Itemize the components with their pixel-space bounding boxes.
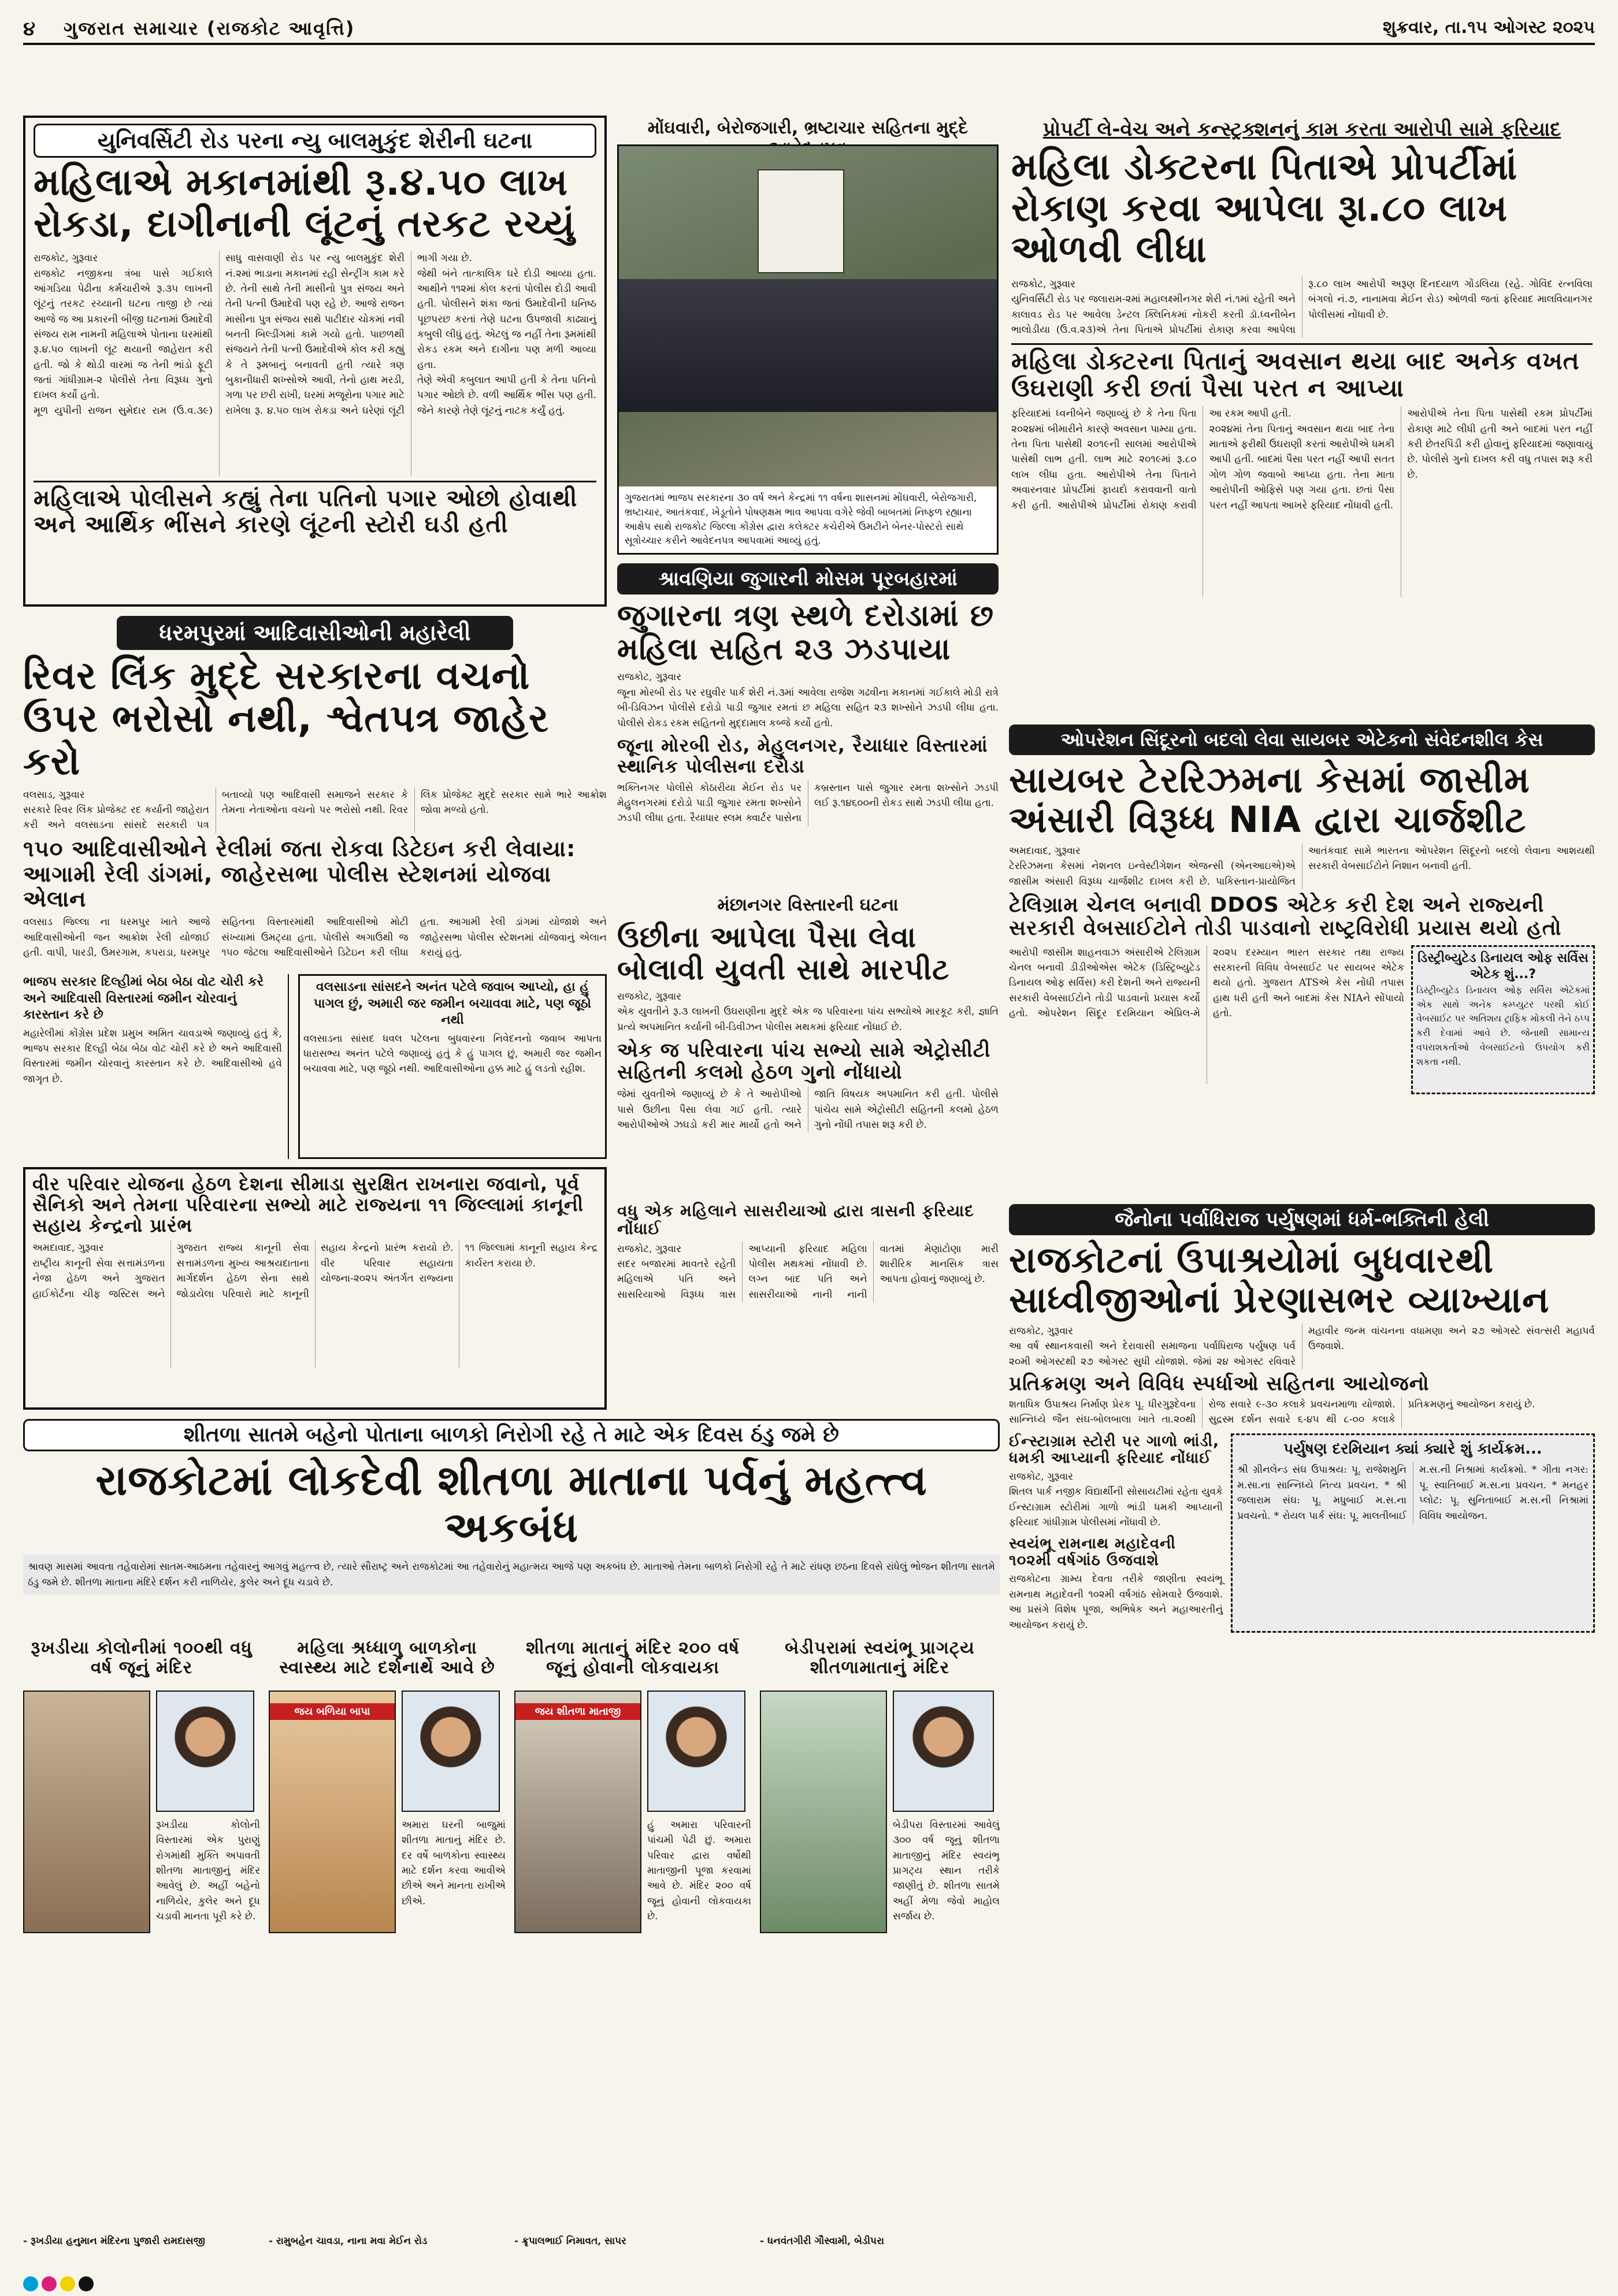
priest-photo	[156, 1691, 254, 1812]
temple-col-3	[514, 1639, 751, 2268]
story-cyber-terror	[1009, 725, 1595, 1198]
photo-protest-block	[617, 116, 999, 555]
masthead	[23, 16, 1595, 45]
story-body: રાજકોટ, ગુરૂવાર જૂના મોરબી રોડ પર રઘુવીર પાર્ક શેરી નં.૩માં આવેલા રાજેશ ગઢવીના મકાનમાં ગઈકાલે મોડી રાત્રે બી-ડિવિઝન પોલીસે દરોડો પાડી જુગાર રમતાં છ મહિલા સહિત ૨૩ શખ્સોને ઝડપી લીધા હતા. પોલીસે રોકડ રકમ સહિતનો મુદ્દામાલ કબ્જે કર્યો હતો.	[617, 671, 999, 729]
story-kicker: પ્રોપર્ટી લે-વેચ અને કન્સ્ટ્રક્શનનું કામ કરતા આરોપી સામે ફરિયાદ	[1042, 118, 1561, 141]
story-lead: વલસાડ, ગુરૂવાર સરકારે રિવર લિંક પ્રોજેક્ટ રદ કર્યાની જાહેરાત કરી અને વલસાડના સાંસદે સરકારી પત્ર બતાવ્યો પણ આદિવાસી સમાજને સરકાર કે તેમના નેતાઓના વચનો પર ભરોસો નથી. રિવર લિંક પ્રોજેક્ટ મુદ્દે સરકાર સામે ભારે આક્રોશ જોવા મળ્યો હતો.	[23, 789, 607, 831]
story-sheetala	[23, 1419, 1000, 2268]
story-body: ફરિયાદમાં ધ્વનીબેને જણાવ્યું છે કે તેના પિતા ૨૦૨૪માં બીમારીને કારણે અવસાન પામ્યા હતા. તેના પિતા પાસેથી ૨૦૧૯ની સાલમાં આરોપીએ પાસેથી લાભ હતી. લાભ માટે ૨૦૧૯માં રૂ.૮૦ લાખ લીધા હતા. આરોપીએ તેના પિતાને અવારનવાર પ્રોપર્ટીમાં ફાયદો કરાવવાની વાતો કરી હતી. આરોપીએ પ્રોપર્ટીમાં રોકાણ કરાવી આ રકમ આપી હતી. ૨૦૨૪માં તેના પિતાનું અવસાન થયા બાદ તેના માતાએ ફરીથી ઉઘરાણી કરતાં આરોપીએ ધમકી આપી હતી. બાદમાં પૈસા પરત નહીં આપી સતત ગોળ ગોળ જવાબો આપ્યા હતા. તેના માતા આરોપીની ઓફિસે પણ ગયા હતા. છતાં પૈસા પરત નહીં આપતા આખરે ફરિયાદ નોંધાવી હતી. આરોપીએ તેના પિતા પાસેથી રકમ પ્રોપર્ટીમાં રોકાણ માટે લીધી હતી અને બાદમાં પરત નહીં કરી છેતરપિંડી કરી હોવાનું ફરિયાદમાં જણાવાયું છે. પોલીસે ગુનો દાખલ કરી વધુ તપાસ શરૂ કરી છે.	[1011, 408, 1593, 511]
story-deck: મહિલાએ પોલીસને કહ્યું તેના પતિનો પગાર ઓછો હોવાથી અને આર્થિક ભીંસને કારણે લૂંટની સ્ટોરી ઘડી હતી	[34, 481, 596, 538]
story-headline: રાજકોટનાં ઉપાશ્રયોમાં બુધવારથી સાધ્વીજીઓનાં પ્રેરણાસભર વ્યાખ્યાન	[1009, 1239, 1550, 1321]
story-headline: રિવર લિંક મુદ્દે સરકારના વચનો ઉપર ભરોસો નથી, શ્વેતપત્ર જાહેર કરો	[23, 653, 550, 783]
story-subhead: પ્રતિક્રમણ અને વિવિધ સ્પર્ધાઓ સહિતના આયોજનો	[1009, 1372, 1430, 1395]
temple-col-1	[23, 1639, 260, 2268]
story-deck: ટેલિગ્રામ ચેનલ બનાવી DDOS એટેક કરી દેશ અને રાજ્યની સરકારી વેબસાઈટોને તોડી પાડવાનો રાષ્ટ્રવિરોધી પ્રયાસ થયો હતો	[1009, 893, 1562, 941]
story-harassment	[617, 1202, 999, 1410]
temple-body: રૂખડીયા કોલોની વિસ્તારમાં એક પુરાણું રોગમાંથી મુક્તિ અપાવતી શીતળા માતાજીનું મંદિર આવેલું છે. અહીં બહેનો નાળિયેર, કુલેર અને દૂધ ચડાવી માનતા પૂરી કરે છે.	[156, 1819, 260, 1923]
story-headline: સાયબર ટેરરિઝમના કેસમાં જાસીમ અંસારી વિરૂધ્ધ NIA દ્વારા ચાર્જશીટ	[1009, 759, 1530, 841]
temple-credit: - ક્રૃપાલભાઈ નિમાવત, સાપર	[514, 2235, 626, 2247]
quote-box-title: વલસાડના સાંસદને અનંત પટેલે જવાબ આપ્યો, હા હું પાગલ છું, અમારી જર જમીન બચાવવા માટે, પણ જૂઠો નથી	[313, 980, 592, 1028]
insta-threat-headline: ઈન્સ્ટાગ્રામ સ્ટોરી પર ગાળો ભાંડી, ધમકી આપ્યાની ફરિયાદ નોંધાઈ	[1009, 1432, 1219, 1467]
story-body: અમદાવાદ, ગુરૂવાર રાષ્ટ્રીય કાનૂની સેવા સત્તામંડળના નેજા હેઠળ અને ગુજરાત હાઈકોર્ટના ચીફ જસ્ટિસ અને ગુજરાત રાજ્ય કાનૂની સેવા સત્તામંડળના મુખ્ય આશ્રયદાતાના માર્ગદર્શન હેઠળ સેના સાથે જોડાયેલા પરિવારો માટે કાનૂની સહાય કેન્દ્રનો પ્રારંભ કરાયો છે. વીર પરિવાર સહાયતા યોજના-૨૦૨૫ અંતર્ગત રાજ્યના ૧૧ જિલ્લામાં કાનૂની સહાય કેન્દ્ર કાર્યરત કરાયા છે.	[32, 1242, 598, 1300]
story-assault	[617, 893, 999, 1193]
protest-banner	[758, 169, 844, 273]
issue-date: શુક્રવાર, તા.૧૫ ઓગસ્ટ ૨૦૨૫	[1383, 17, 1595, 38]
story-subhead: જૂના મોરબી રોડ, મેહુલનગર, રૈયાધાર વિસ્તારમાં સ્થાનિક પોલીસના દરોડા	[617, 734, 988, 777]
story-banner: શીતળા સાતમે બહેનો પોતાના બાળકો નિરોગી રહે તે માટે એક દિવસ ઠંડુ જમે છે	[23, 1419, 1000, 1451]
story-sub-body: જેમાં યુવતીએ જણાવ્યું છે કે તે આરોપીઓ પાસે ઉછીના પૈસા લેવા ગઈ હતી. ત્યારે આરોપીઓએ ઝઘડો કરી માર માર્યો હતો અને જાતિ વિષયક અપમાનિત કરી હતી. પોલીસે પાંચેય સામે એટ્રોસીટી સહિતની કલમો હેઠળ ગુનો નોંધી તપાસ શરૂ કરી છે.	[617, 1088, 999, 1131]
shrine-photo-tag: જય બળિયા બાપા	[270, 1703, 395, 1720]
ddos-box-title: ડિસ્ટ્રીબ્યુટેડ ડિનાયલ ઓફ સર્વિસ એટેક શું...?	[1417, 950, 1589, 982]
story-legal-aid	[23, 1167, 607, 1410]
temple-subhead: રૂખડીયા કોલોનીમાં ૧૦૦થી વધુ વર્ષ જૂનું મંદિર	[31, 1639, 253, 1678]
story-body: વલસાડ જિલ્લા ના ધરમપુર ખાતે આજે આદિવાસીઓની જન આક્રોશ રેલી યોજાઈ હતી. વાપી, પારડી, ઉમરગામ, કપરાડા, ધરમપુર સહિતના વિસ્તારમાંથી આદિવાસીઓ મોટી સંખ્યામાં ઉમટ્યા હતા. પોલીસે અગાઉથી જ ૧૫૦ જેટલા આદિવાસીઓને ડિટેઇન કરી લીધા હતા. આગામી રેલી ડાંગમાં યોજાશે અને જાહેરસભા પોલીસ સ્ટેશનમાં યોજવાનું એલાન કરાયું હતું.	[23, 916, 607, 959]
page-number: ૪	[23, 17, 36, 40]
story-lead: રાજકોટ, ગુરૂવાર આ વર્ષ સ્થાનકવાસી અને દેરાવાસી સમાજના પર્વાધિરાજ પર્યુષણ પર્વ ૨૦મી ઓગસ્ટથી ૨૭ ઓગસ્ટ સુધી યોજાશે. જેમાં ૨૪ ઓગસ્ટ રવિવારે મહાવીર જન્મ વાંચનના વધામણા અને ૨૭ ઓગસ્ટે સંવત્સરી મહાપર્વ ઉજવાશે.	[1009, 1325, 1595, 1368]
story-headline: મહિલાએ મકાનમાંથી રૂ.૪.૫૦ લાખ રોકડા, દાગીનાની લૂંટનું તરકટ રચ્યું	[34, 161, 576, 246]
story-body: રાજકોટ, ગુરૂવાર સદર બજારમાં માવતરે રહેતી મહિલાએ પતિ અને સાસરિયાઓ વિરૂધ્ધ ત્રાસ આપ્યાની ફરિયાદ મહિલા પોલીસ મથકમાં નોંધાવી છે. લગ્ન બાદ પતિ અને સાસરીયાઓ નાની નાની વાતમાં મેણાંટોણા મારી શારીરિક માનસિક ત્રાસ આપતા હોવાનું જણાવ્યું છે.	[617, 1243, 999, 1301]
program-box	[1231, 1433, 1595, 1633]
devotee-photo	[402, 1691, 500, 1812]
idol-photo	[514, 1691, 641, 1933]
temple-photo	[23, 1691, 150, 1933]
story-headline: જુગારના ત્રણ સ્થળે દરોડામાં છ મહિલા સહિત ૨૩ ઝડપાયા	[617, 599, 994, 667]
story-body: આરોપી જાસીમ શાહનવાઝ અંસારીએ ટેલિગ્રામ ચેનલ બનાવી ડીડીઓએસ એટેક (ડિસ્ટ્રિબ્યુટેડ ડિનાયલ ઓફ સર્વિસ) કરી દેશની અને રાજ્યની સરકારી વેબસાઈટોને તોડી પાડવાનો પ્રયાસ કર્યો હતો. ઓપરેશન સિંદૂર દરમિયાન એપ્રિલ-મે ૨૦૨૫ દરમ્યાન ભારત સરકાર તથા રાજ્ય સરકારની વિવિધ વેબસાઈટ પર સાયબર એટેક થયો હતો. ગુજરાત ATSએ કેસ નોંધી તપાસ હાથ ધરી હતી અને બાદમાં કેસ NIAને સોંપાયો હતો.	[1009, 946, 1404, 1019]
story-paryushan	[1009, 1204, 1595, 2290]
paper-name: ગુજરાત સમાચાર (રાજકોટ આવૃત્તિ)	[64, 17, 355, 39]
idol-photo-tag: જય શીતળા માતાજી	[515, 1703, 640, 1720]
side-box	[23, 974, 289, 1159]
quote-box	[298, 974, 607, 1159]
reg-swatch-black	[79, 2276, 94, 2291]
story-gambling	[617, 563, 999, 887]
photo-kicker: મોંઘવારી, બેરોજગારી, ભ્રષ્ટાચાર સહિતના મુદ્દે	[647, 118, 968, 138]
story-subhead-2: આગામી રેલી ડાંગમાં, જાહેરસભા પોલીસ સ્ટેશનમાં યોજવા એલાન	[23, 861, 552, 912]
story-river-link	[23, 616, 607, 1159]
temple-credit: - રામુબહેન ચાવડા, નાના મવા મેઈન રોડ	[269, 2235, 428, 2247]
story-body: શતાધિક ઉપાશ્રય નિર્માણ પ્રેરક પૂ. ધીરગુરૂદેવના સાન્નિધ્યે જૈન સંઘ-બોલબાલા ખાતે તા.૨૦થી રોજ સવારે ૯-૩૦ કલાકે પ્રવચનમાળા યોજાશે. સુદ્રસ્મ દર્શન સવારે ૬-૪૫ થી ૮-૦૦ કલાકે પ્રતિક્રમણનું આયોજન કરાયું છે.	[1009, 1398, 1535, 1426]
temple-body: હું અમારા પરિવારની પાંચમી પેઢી છું. અમારા પરિવાર દ્વારા વર્ષોથી માતાજીની પૂજા કરવામાં આવે છે. મંદિર ૨૦૦ વર્ષ જૂનું હોવાની લોકવાયકા છે.	[647, 1819, 751, 1923]
story-headline: ઉછીના આપેલા પૈસા લેવા બોલાવી યુવતી સાથે મારપીટ	[617, 920, 950, 986]
ramnath-headline: સ્વયંભૂ રામનાથ મહાદેવની ૧૦૨મી વર્ષગાંઠ ઉજવાશે	[1009, 1535, 1176, 1570]
protest-caption: ગુજરાતમાં ભાજપ સરકારના ૩૦ વર્ષ અને કેન્દ્રમાં ૧૧ વર્ષના શાસનમાં મોંઘવારી, બેરોજગારી, ભ્રષ્ટાચાર, આતંકવાદ, ખેડૂતોને પોષણક્ષમ ભાવ આપવા વગેરે જેવી બાબતમાં નિષ્ફળ રહ્યાના આક્ષેપ સાથે રાજકોટ જિલ્લા કોંગ્રેસ દ્વારા કલેક્ટર કચેરીએ ઉમટીને બેનર-પોસ્ટરો સાથે સૂત્રોચ્ચાર કરીને આવેદનપત્ર આપવામાં આવ્યું હતું.	[619, 486, 997, 553]
story-kicker: શ્રાવણિયા જુગારની મોસમ પૂરબહારમાં	[617, 563, 999, 595]
protest-crowd	[619, 279, 999, 412]
story-kicker: જૈનોના પર્વાધિરાજ પર્યુષણમાં ધર્મ-ભક્તિની હેલી	[1009, 1204, 1595, 1235]
temple-subhead: બેડીપરામાં સ્વયંભૂ પ્રાગટ્ય શીતળામાતાનું મંદિર	[785, 1639, 975, 1678]
temple-subhead: શીતળા માતાનું મંદિર ૨૦૦ વર્ષ જૂનું હોવાની લોકવાયકા	[526, 1639, 740, 1678]
deity-photo	[760, 1691, 887, 1933]
temple-body: અમારા ઘરની બાજુમાં શીતળા માતાનું મંદિર છે. દર વર્ષે બાળકોના સ્વાસ્થ્ય માટે દર્શન કરવા આવીએ છીએ અને માનતા રાખીએ છીએ.	[402, 1819, 506, 1907]
story-kicker: ઓપરેશન સિંદૂરનો બદલો લેવા સાયબર એટેકનો સંવેદનશીલ કેસ	[1009, 725, 1595, 755]
story-kicker: વધુ એક મહિલાને સાસરીયાઓ દ્વારા ત્રાસની ફરિયાદ નોંધાઈ	[617, 1202, 974, 1239]
temple-subhead: મહિલા શ્રધ્ધાળુ બાળકોના સ્વાસ્થ્ય માટે દર્શનાર્થે આવે છે	[279, 1639, 495, 1678]
reg-swatch-cyan	[23, 2276, 38, 2291]
story-doctor-fraud	[1009, 116, 1595, 716]
story-headline: વીર પરિવાર યોજના હેઠળ દેશના સીમાડા સુરક્ષિત રાખનારા જવાનો, પૂર્વ સૈનિકો અને તેમના પરિવારના સભ્યો માટે રાજ્યના ૧૧ જિલ્લામાં કાનૂની સહાય કેન્દ્રનો પ્રારંભ	[32, 1173, 584, 1236]
story-subhead: એક જ પરિવારના પાંચ સભ્યો સામે એટ્રોસીટી સહિતની કલમો હેઠળ ગુનો નોંધાયો	[617, 1039, 991, 1084]
story-intro: શ્રાવણ માસમાં આવતા તહેવારોમાં સાતમ-આઠમના તહેવારનું આગવું મહત્ત્વ છે, ત્યારે સૌરાષ્ટ્ર અને રાજકોટમાં આ તહેવારોનું મહાત્મય આજે પણ અકબંધ છે. માતાઓ તેમના બાળકો નિરોગી રહે તે માટે રાંધણ છઠના દિવસે રાંધેલું ભોજન શીતળા સાતમે ઠંડુ જમે છે. શીતળા માતાના મંદિરે દર્શન કરી નાળિયેર, કુલેર અને દૂધ ચડાવે છે.	[23, 1555, 1000, 1595]
story-lead: અમદાવાદ, ગુરૂવાર ટેરરિઝમના કેસમાં નેશનલ ઇન્વેસ્ટીગેશન એજન્સી (એનઆઇએ)એ જાસીમ અંસારી વિરૂધ્ધ ચાર્જશીટ દાખલ કરી છે. પાકિસ્તાન-પ્રાયોજિત આતંકવાદ સામે ભારતના ઓપરેશન સિંદૂરનો બદલો લેવાના આશયથી સરકારી વેબસાઈટોને નિશાન બનાવી હતી.	[1009, 845, 1595, 887]
reg-swatch-magenta	[42, 2276, 57, 2291]
temple-credit: - રૂખડીયા હનુમાન મંદિરના પુજારી રામદાસજી	[23, 2235, 205, 2247]
temple-credit: - ધનવંતગીરી ગૌસ્વામી, બેડીપરા	[760, 2235, 885, 2247]
story-body: રાજકોટ, ગુરૂવાર રાજકોટ નજીકના ત્રંબા પાસે ગઈકાલે આંગડિયા પેઢીના કર્મચારીએ રૂ.૩૫ લાખની લૂંટનું તરકટ રચ્યાની ઘટના તાજી છે ત્યાં આજે જ આ પ્રકારની બીજી ઘટનામાં ઉમાદેવી સંજય રામ નામની મહિલાએ પોતાના ઘરમાંથી રૂ.૪.૫૦ લાખની લૂંટ થયાની જાહેરાત કરી હતી. જો કે થોડી વારમાં જ તેની ભાંડો ફૂટી જતાં ગાંધીગ્રામ-૨ પોલીસે તેના વિરૂધ્ધ ગુનો દાખલ કર્યો હતો. મૂળ યુપીની રાજન સુમેદાર રામ (ઉ.વ.૩૯) સાધુ વાસવાણી રોડ પર ન્યુ બાલમુકુંદ શેરી નં.૨માં ભાડાના મકાનમાં રહી સેન્ટ્રીંગ કામ કરે છે. તેની સાથે તેની માસીનો પુત્ર સંજય અને તેની પત્ની ઉમાદેવી પણ રહે છે. આજે રાજન માસીના પુત્ર સંજય સાથે પાટીદાર ચોકમાં નવી બનતી બિલ્ડીંગમાં કામે ગયો હતો. પાછળથી સંજયને તેની પત્ની ઉમાદેવીએ કોલ કરી કહ્યું કે તે રૂમબાનું બનાવતી હતી ત્યારે ત્રણ બુકાનીધારી શખ્સોએ આવી, તેનો હાથ મરડી, ગળા પર છરી રાખી, ઘરમાં મજૂરોના પગાર માટે રાખેલા રૂ. ૪.૫૦ લાખ રોકડા અને ઘરેણાં લૂંટી ભાગી ગયા છે. જેથી બંને તાત્કાલિક ઘરે દોડી આવ્યા હતા. આથીને ૧૧૨માં કોલ કરતાં પોલીસ દોડી આવી હતી. પોલીસને શંકા જતાં ઉમાદેવીની ઘનિષ્ઠ પૂછપરછ કરતાં તેણે ઘટના ઉપજાવી કાઢ્યાનું કબુલી લીધું હતું. એટલું જ નહીં તેના રૂમમાંથી રોકડ રકમ અને દાગીના પણ મળી આવ્યા હતા. તેણે એવી કબુલાત આપી હતી કે તેના પતિનો પગાર ઓછો છે. વળી આર્થિક ભીંસ પણ હતી. જેને કારણે તેણે લૂંટનું નાટક કર્યું હતું.	[34, 252, 596, 417]
quote-box-body: વલસાડના સાંસદ ધવલ પટેલના બુધવારના નિવેદનનો જવાબ આપતા ધારાસભ્ય અનંત પટેલે જણાવ્યું હતું કે હું પાગલ છું, અમારી જર જમીન બચાવવા માટે, પણ જૂઠો નથી. આદિવાસીઓના હક્ક માટે હું લડતો રહીશ.	[303, 1032, 602, 1075]
story-sub-body: ભક્તિનગર પોલીસે કોઠારીયા મેઈન રોડ પર મેહુલનગરમાં દરોડો પાડી જુગાર રમતા શખ્સોને ઝડપી લીધા હતા. રૈયાધાર સ્લમ ક્વાર્ટર પાસેના કબ્રસ્તાન પાસે જુગાર રમતા શખ્સોને ઝડપી લઈ રૂ.૧૪૬૦૦ની રોકડ સાથે ઝડપી લીધા હતા.	[617, 782, 999, 824]
side-box-title: ભાજપ સરકાર દિલ્હીમાં બેઠા બેઠા વોટ ચોરી કરે અને આદિવાસી વિસ્તારમાં જમીન ચોરવાનું કારસ્તાન કરે છે	[23, 975, 264, 1023]
story-kicker: મંછાનગર વિસ્તારની ઘટના	[717, 895, 899, 915]
program-box-title: પર્યુષણ દરમિયાન ક્યાં ક્યારે શું કાર્યક્રમ...	[1283, 1440, 1542, 1458]
story-body: રાજકોટ, ગુરૂવાર એક યુવતીને રૂ.૩ લાખની ઉઘરાણીના મુદ્દે એક જ પરિવારના પાંચ સભ્યોએ મારકૂટ કરી, જ્ઞાતિ પ્રત્યે અપમાનિત કર્યાની બી-ડિવીઝન પોલીસ મથકમાં ફરિયાદ નોંધાઈ છે.	[617, 991, 999, 1033]
side-box-body: મહારેલીમાં કોંગ્રેસ પ્રદેશ પ્રમુખ અમિત ચાવડાએ જણાવ્યું હતું કે, ભાજપ સરકાર દિલ્હી બેઠા બેઠા વોટ ચોરી કરે છે અને આદિવાસી વિસ્તારમાં જમીન ચોરવાનું કારસ્તાન કરે છે. આદિવાસીઓ હવે જાગૃત છે.	[23, 1027, 282, 1085]
temple-body: બેડીપરા વિસ્તારમાં આવેલું ૩૦૦ વર્ષ જૂનું શીતળા માતાજીનું મંદિર સ્વયંભૂ પ્રાગટ્ય સ્થાન તરીકે જાણીતું છે. શીતળા સાતમે અહીં મેળા જેવો માહોલ સર્જાય છે.	[893, 1819, 1000, 1923]
shrine-photo	[269, 1691, 396, 1933]
protest-photo	[617, 144, 999, 555]
ramnath-body: રાજકોટના ગ્રામ્ય દેવતા તરીકે જાણીતા સ્વયંભૂ રામનાથ મહાદેવની ૧૦૨મી વર્ષગાંઠ સોમવારે ઉજવાશે. આ પ્રસંગે વિશેષ પૂજા, અભિષેક અને મહાઆરતીનું આયોજન કરાયું છે.	[1009, 1573, 1223, 1631]
ddos-box-body: ડિસ્ટ્રીબ્યુટેડ ડિનાયલ ઓફ સર્વિસ એટેકમાં એક સાથે અનેક કમ્પ્યુટર પરથી કોઈ વેબસાઈટ પર અતિશય ટ્રાફિક મોકલી તેને ઠપ્પ કરી દેવામાં આવે છે. જેનાથી સામાન્ય વપરાશકર્તાઓ વેબસાઈટનો ઉપયોગ કરી શકતા નથી.	[1416, 984, 1590, 1067]
devotee-photo	[893, 1691, 994, 1812]
story-fake-robbery	[23, 116, 607, 607]
insta-threat-body: રાજકોટ, ગુરૂવાર શિતલ પાર્ક નજીક વિદ્યાર્થીની સોસાયટીમાં રહેતા યુવકે ઈન્સ્ટાગ્રામ સ્ટોરીમાં ગાળો ભાંડી ધમકી આપ્યાની ફરિયાદ ગાંધીગ્રામ પોલીસમાં નોંધાવી છે.	[1009, 1470, 1223, 1528]
story-lead: રાજકોટ, ગુરૂવાર યુનિવર્સિટી રોડ પર જલારામ-૨માં મહાલક્ષ્મીનગર શેરી નં.૧માં રહેતી અને કાલાવડ રોડ પર આવેલા ડેન્ટલ ક્લિનિકમાં નોકરી કરતી ડૉ.ધ્વનીબેન ભાલોડીયા (ઉ.વ.૨૩)એ તેના પિતાએ પ્રોપર્ટીમાં રોકાણ કરવા આપેલા રૂ.૮૦ લાખ આરોપી અરૂણ દિનદયાળ ગોંડલિયા (રહે. ગોવિંદ રત્નવિલા બંગલો નં.૭, નાનામવા મેઈન રોડ) ઓળવી જતાં ફરિયાદ માલવિયાનગર પોલીસમાં નોંધાવી છે.	[1011, 278, 1593, 336]
temple-col-4	[760, 1639, 1000, 2268]
story-kicker: યુનિવર્સિટી રોડ પરના ન્યુ બાલમુકુંદ શેરીની ઘટના	[34, 124, 596, 158]
story-kicker: ધરમપુરમાં આદિવાસીઓની મહારેલી	[117, 616, 513, 650]
story-headline: રાજકોટમાં લોકદેવી શીતળા માતાના પર્વનું મહત્ત્વ અકબંધ	[95, 1456, 927, 1551]
ddos-box	[1411, 945, 1595, 1094]
reg-swatch-yellow	[60, 2276, 75, 2291]
story-subhead-1: ૧૫૦ આદિવાસીઓને રેલીમાં જતા રોકવા ડિટેઇન કરી લેવાયા:	[23, 835, 576, 861]
registration-marks	[23, 2276, 1595, 2291]
story-deck: મહિલા ડોક્ટરના પિતાનું અવસાન થયા બાદ અનેક વખત ઉઘરાણી કરી છતાં પૈસા પરત ન આપ્યા	[1011, 343, 1593, 402]
temple-col-2	[269, 1639, 506, 2268]
story-headline: મહિલા ડોક્ટરના પિતાએ પ્રોપર્ટીમાં રોકાણ કરવા આપેલા રૂા.૮૦ લાખ ઓળવી લીધા	[1011, 146, 1518, 272]
program-box-body: શ્રી ગ્રીનલેન્ડ સંઘ ઉપાશ્રય: પૂ. રાજેશમુનિ મ.સા.ના સાન્નિધ્યે નિત્ય પ્રવચન. * શ્રી જલારામ સંઘ: પૂ. મધુબાઈ મ.સ.ના પ્રવચનો. * રોયલ પાર્ક સંઘ: પૂ. માલતીબાઈ મ.સ.ની નિશ્રામાં કાર્યક્રમો. * ગીતા નગર: પૂ. સ્વાતિબાઈ મ.સ.ના પ્રવચન. * મનહર પ્લોટ: પૂ. સુનિતાબાઈ મ.સ.ની નિશ્રામાં વિવિધ આયોજન.	[1237, 1464, 1589, 1522]
priest-photo	[647, 1691, 745, 1812]
